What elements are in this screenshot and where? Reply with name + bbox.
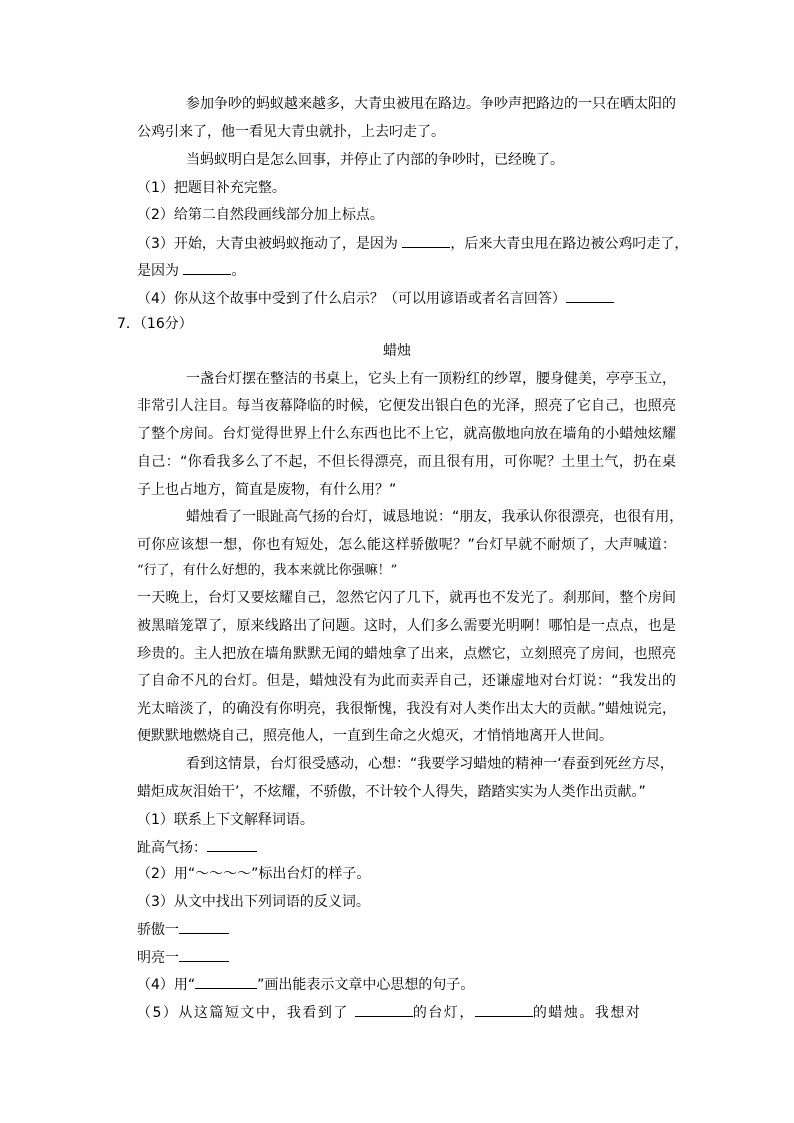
- word-jiaoao: 骄傲一: [137, 922, 179, 938]
- passage-title: 蜡烛: [383, 343, 411, 359]
- question7-3-word-1: [137, 919, 794, 940]
- para3-line-2: 被黑暗笼罩了，原来线路出了问题。这时，人们多么需要光明啊！哪怕是一点点，也是: [137, 618, 676, 634]
- question7-5: [137, 1002, 794, 1023]
- answer-blank[interactable]: [207, 837, 257, 852]
- word-zhigaoqiyang: 趾高气扬：: [137, 840, 207, 856]
- question6-3-line-2: [137, 260, 794, 281]
- para3-line-3: 珍贵的。主人把放在墙角默默无闻的蜡烛拿了出来，点燃它，立刻照亮了房间，也照亮: [137, 646, 676, 662]
- question7-header: 7．（16分）: [117, 316, 193, 332]
- word-mingliang: 明亮一: [137, 950, 179, 966]
- question7-4-text-a: （4）用“: [137, 977, 196, 993]
- story6-paragraph-1-line-2: 公鸡引来了，他一看见大青虫就扑，上去叼走了。: [137, 124, 445, 140]
- question7-4-text-b: ”画出能表示文章中心思想的句子。: [257, 977, 475, 993]
- para2-line-2: 可你应该想一想，你也有短处，怎么能这样骄傲呢？”台灯早就不耐烦了，大声喊道：: [137, 537, 676, 553]
- question6-3-text-b: ，后来大青虫甩在路边被公鸡叼走了，: [450, 236, 689, 252]
- story6-paragraph-2: 当蚂蚁明白是怎么回事，并停止了内部的争吵时，已经晚了。: [186, 152, 564, 168]
- question6-3-text-d: 。: [231, 263, 246, 279]
- para1-line-3: 了整个房间。台灯觉得世界上什么东西也比不上它，就高傲地向放在墙角的小蜡烛炫耀: [137, 426, 676, 442]
- para1-line-4: 自己：“你看我多么了不起，不但长得漂亮，而且很有用，可你呢？土里土气，扔在桌: [137, 454, 676, 470]
- para1-line-5: 子上也占地方，简直是废物，有什么用？”: [137, 482, 397, 498]
- answer-blank[interactable]: [402, 233, 450, 248]
- question6-4-text: （4）你从这个故事中受到了什么启示？（可以用谚语或者名言回答）: [137, 291, 566, 307]
- question7-3: （3）从文中找出下列词语的反义词。: [137, 894, 370, 910]
- answer-blank[interactable]: [566, 288, 614, 303]
- question7-1: （1）联系上下文解释词语。: [137, 812, 314, 828]
- para3-line-4: 了自命不凡的台灯。但是，蜡烛没有为此而卖弄自己，还谦虚地对台灯说：“我发出的: [137, 673, 676, 689]
- question7-2: （2）用“～～～～”标出台灯的样子。: [137, 866, 371, 882]
- para4-line-1: 看到这情景，台灯很受感动，心想：“我要学习蜡烛的精神一‘春蚕到死丝方尽，: [186, 756, 674, 772]
- question6-1: （1）把题目补充完整。: [137, 180, 286, 196]
- para3-line-1: 一天晚上，台灯又要炫耀自己，忽然它闪了几下，就再也不发光了。刹那间，整个房间: [137, 590, 676, 606]
- question6-4: [137, 288, 794, 309]
- question7-3-word-2: [137, 947, 794, 968]
- para1-line-2: 非常引人注目。每当夜幕降临的时候，它便发出银白色的光泽，照亮了它自己，也照亮: [137, 398, 676, 414]
- question7-5-text-a: （5）从这篇短文中，我看到了: [137, 1005, 349, 1021]
- story6-paragraph-1-line-1: 参加争吵的蚂蚁越来越多，大青虫被甩在路边。争吵声把路边的一只在晒太阳的: [186, 96, 676, 112]
- para1-line-1: 一盏台灯摆在整洁的书桌上，它头上有一顶粉红的纱罩，腰身健美，亭亭玉立，: [186, 371, 676, 387]
- para3-line-5: 光太暗淡了，的确没有你明亮，我很惭愧，我没有对人类作出太大的贡献。”蜡烛说完，: [137, 701, 676, 717]
- para2-line-1: 蜡烛看了一眼趾高气扬的台灯，诚恳地说：“朋友，我承认你很漂亮，也很有用，: [186, 509, 684, 525]
- answer-blank[interactable]: [179, 919, 229, 934]
- underline-sample: [195, 974, 257, 989]
- question7-1-word: [137, 837, 794, 858]
- question6-3-text-a: （3）开始，大青虫被蚂蚁拖动了，是因为: [137, 236, 398, 252]
- question6-3-text-c: 是因为: [137, 263, 179, 279]
- para3-line-6: 便默默地燃烧自己，照亮他人，一直到生命之火熄灭，才悄悄地离开人世间。: [137, 728, 613, 744]
- question6-2: （2）给第二自然段画线部分加上标点。: [137, 207, 384, 223]
- para2-line-3: “行了，有什么好想的，我本来就比你强嘛！”: [137, 563, 398, 578]
- question6-3-line-1: [137, 233, 794, 254]
- answer-blank[interactable]: [475, 1002, 533, 1017]
- question7-4: [137, 974, 794, 995]
- question7-5-text-c: 的蜡烛。我想对: [532, 1005, 642, 1021]
- answer-blank[interactable]: [179, 947, 229, 962]
- para4-line-2: 蜡炬成灰泪始干’，不炫耀，不骄傲，不计较个人得失，踏踏实实为人类作出贡献。”: [137, 784, 646, 800]
- answer-blank[interactable]: [355, 1002, 413, 1017]
- answer-blank[interactable]: [183, 260, 231, 275]
- question7-5-text-b: 的台灯，: [412, 1005, 475, 1021]
